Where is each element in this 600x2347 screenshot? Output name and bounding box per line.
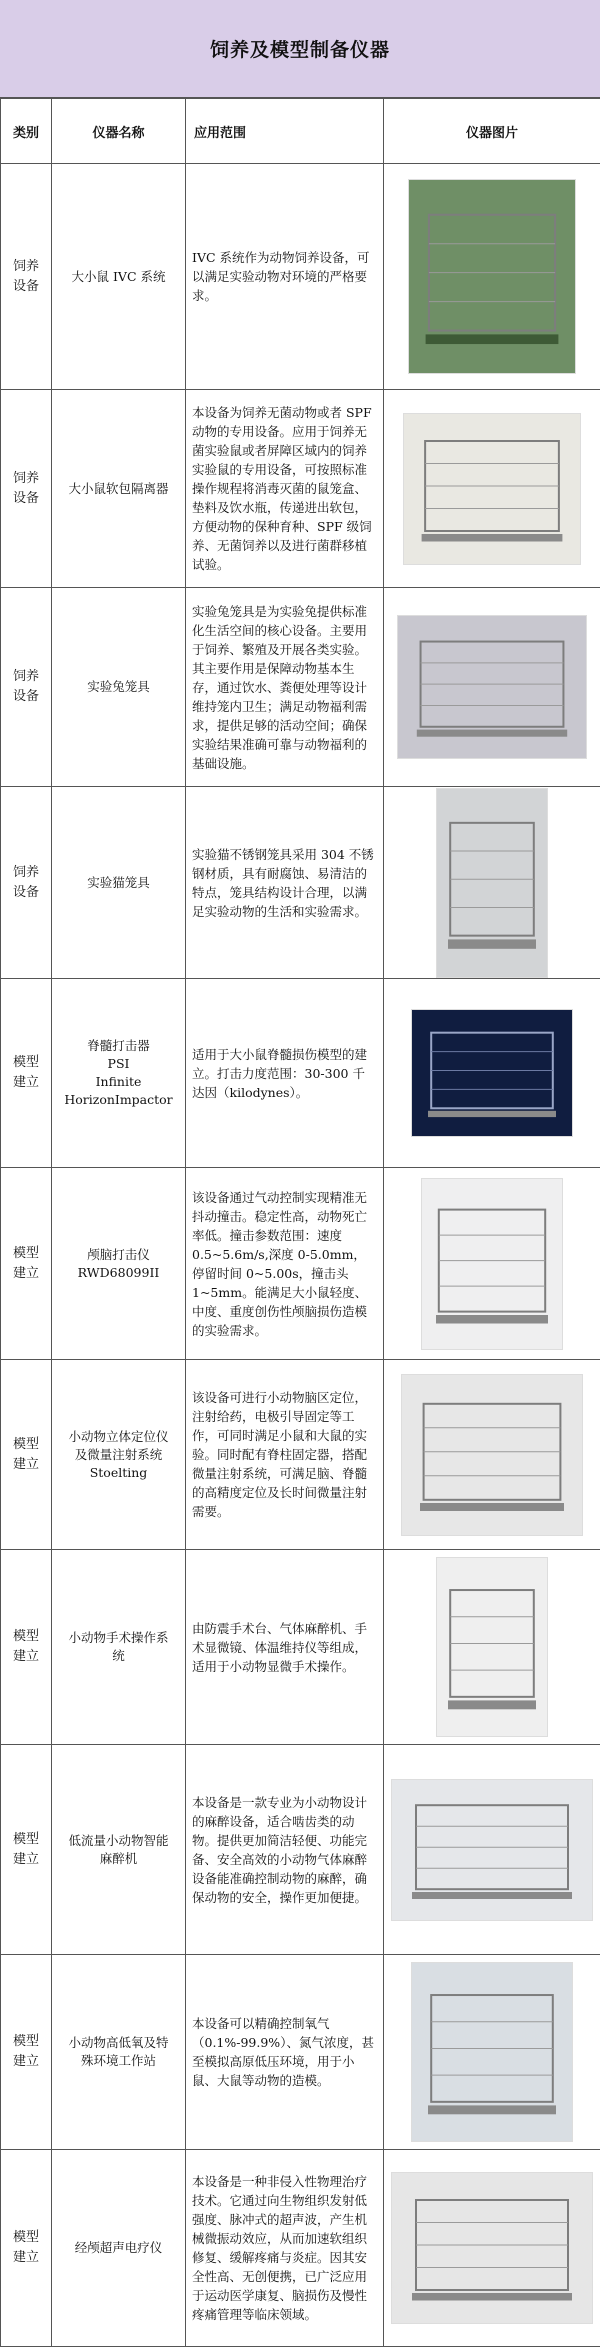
table-row xyxy=(1,390,600,588)
application-text: IVC 系统作为动物饲养设备，可以满足实验动物对环境的严格要求。 xyxy=(192,248,377,305)
table-row xyxy=(1,1745,600,1955)
instrument-name-text: 统 xyxy=(58,1647,179,1665)
category-text: 模型 xyxy=(1,1627,51,1647)
table-row xyxy=(1,787,600,979)
instrument-image-cell xyxy=(384,164,600,390)
instrument-name-cell xyxy=(52,164,186,390)
instrument-photo xyxy=(397,615,587,759)
category-text: 建立 xyxy=(1,1647,51,1667)
category-text: 建立 xyxy=(1,1264,51,1284)
instrument-name-cell xyxy=(52,1550,186,1745)
instrument-photo xyxy=(403,413,581,565)
application-text: 该设备通过气动控制实现精准无抖动撞击。稳定性高，动物死亡率低。撞击参数范围：速度 0.5~5.6m/s,深度 0-5.0mm，停留时间 0~5.00s，撞击头 1~5mm。能满足大小鼠轻度、中度、重度创伤性颅脑损伤造模的实验需求。 xyxy=(192,1188,377,1340)
instrument-photo xyxy=(408,179,576,374)
instrument-name-text: RWD68099II xyxy=(58,1264,179,1282)
instrument-name-text: Stoelting xyxy=(58,1464,179,1482)
column-header-image: 仪器图片 xyxy=(384,99,600,164)
category-text: 饲养 xyxy=(1,863,51,883)
category-text: 模型 xyxy=(1,1053,51,1073)
category-cell xyxy=(1,390,52,588)
application-cell xyxy=(186,390,384,588)
application-cell xyxy=(186,979,384,1168)
instrument-photo xyxy=(436,1557,548,1737)
instrument-table xyxy=(0,98,600,2347)
instrument-name-cell xyxy=(52,787,186,979)
table-row xyxy=(1,1955,600,2150)
application-cell xyxy=(186,1745,384,1955)
table-row xyxy=(1,1360,600,1550)
category-text: 设备 xyxy=(1,489,51,509)
application-cell xyxy=(186,164,384,390)
application-cell xyxy=(186,787,384,979)
instrument-photo xyxy=(401,1374,583,1536)
application-cell xyxy=(186,2150,384,2347)
category-text: 模型 xyxy=(1,1435,51,1455)
instrument-name-text: 及微量注射系统 xyxy=(58,1446,179,1464)
category-text: 饲养 xyxy=(1,667,51,687)
category-text: 建立 xyxy=(1,2248,51,2268)
instrument-photo xyxy=(411,1009,573,1137)
category-text: 建立 xyxy=(1,1455,51,1475)
instrument-photo xyxy=(436,788,548,978)
instrument-name-text: 颅脑打击仪 xyxy=(58,1246,179,1264)
instrument-photo xyxy=(421,1178,563,1350)
instrument-name-text: 脊髓打击器 xyxy=(58,1037,179,1055)
table-row xyxy=(1,2150,600,2347)
column-header-category: 类别 xyxy=(1,99,52,164)
category-text: 饲养 xyxy=(1,469,51,489)
application-text: 本设备是一款专业为小动物设计的麻醉设备，适合啮齿类的动物。提供更加简洁轻便、功能完备、安全高效的小动物气体麻醉设备能准确控制动物的麻醉，确保动物的安全，操作更加便捷。 xyxy=(192,1793,377,1907)
instrument-name-cell xyxy=(52,1168,186,1360)
application-text: 适用于大小鼠脊髓损伤模型的建立。打击力度范围：30-300 千达因（kilodynes）。 xyxy=(192,1045,377,1102)
application-cell xyxy=(186,588,384,787)
instrument-name-text: 低流量小动物智能 xyxy=(58,1832,179,1850)
instrument-name-cell xyxy=(52,1360,186,1550)
instrument-name-text: 小动物立体定位仪 xyxy=(58,1428,179,1446)
category-text: 设备 xyxy=(1,883,51,903)
table-row xyxy=(1,1168,600,1360)
category-cell xyxy=(1,979,52,1168)
category-text: 模型 xyxy=(1,2228,51,2248)
instrument-name-cell xyxy=(52,979,186,1168)
category-text: 模型 xyxy=(1,2032,51,2052)
instrument-image-cell xyxy=(384,588,600,787)
application-text: 本设备是一种非侵入性物理治疗技术。它通过向生物组织发射低强度、脉冲式的超声波，产生机械微振动效应，从而加速软组织修复、缓解疼痛与炎症。因其安全性高、无创便携，已广泛应用于运动医学康复、脑损伤及慢性疼痛管理等临床领域。 xyxy=(192,2172,377,2324)
category-text: 模型 xyxy=(1,1830,51,1850)
table-header-row xyxy=(1,99,600,164)
category-cell xyxy=(1,588,52,787)
application-text: 实验猫不锈钢笼具采用 304 不锈钢材质，具有耐腐蚀、易清洁的特点，笼具结构设计合理，以满足实验动物的生活和实验需求。 xyxy=(192,845,377,921)
category-cell xyxy=(1,1550,52,1745)
instrument-name-text: PSI xyxy=(58,1055,179,1073)
application-cell xyxy=(186,1550,384,1745)
category-text: 设备 xyxy=(1,277,51,297)
instrument-photo xyxy=(411,1962,573,2142)
instrument-name-text: 实验兔笼具 xyxy=(58,678,179,696)
table-row xyxy=(1,979,600,1168)
instrument-image-cell xyxy=(384,787,600,979)
instrument-name-text: 经颅超声电疗仪 xyxy=(58,2239,179,2257)
page-title: 饲养及模型制备仪器 xyxy=(0,0,600,98)
instrument-image-cell xyxy=(384,1550,600,1745)
table-row xyxy=(1,1550,600,1745)
instrument-image-cell xyxy=(384,390,600,588)
category-text: 建立 xyxy=(1,1850,51,1870)
application-text: 该设备可进行小动物脑区定位，注射给药，电极引导固定等工作，可同时满足小鼠和大鼠的实验。同时配有脊柱固定器，搭配微量注射系统，可满足脑、脊髓的高精度定位及长时间微量注射需要。 xyxy=(192,1388,377,1521)
column-header-application: 应用范围 xyxy=(186,99,384,164)
instrument-name-text: 大小鼠 IVC 系统 xyxy=(58,268,179,286)
category-text: 建立 xyxy=(1,1073,51,1093)
instrument-photo xyxy=(391,2172,593,2324)
category-cell xyxy=(1,1360,52,1550)
instrument-image-cell xyxy=(384,1745,600,1955)
instrument-name-text: 实验猫笼具 xyxy=(58,874,179,892)
category-text: 建立 xyxy=(1,2052,51,2072)
instrument-name-text: 大小鼠软包隔离器 xyxy=(58,480,179,498)
application-text: 由防震手术台、气体麻醉机、手术显微镜、体温维持仪等组成，适用于小动物显微手术操作。 xyxy=(192,1619,377,1676)
instrument-name-cell xyxy=(52,1745,186,1955)
category-cell xyxy=(1,1168,52,1360)
instrument-name-text: Infinite xyxy=(58,1073,179,1091)
instrument-image-cell xyxy=(384,1360,600,1550)
table-row xyxy=(1,588,600,787)
application-cell xyxy=(186,1168,384,1360)
application-text: 本设备为饲养无菌动物或者 SPF 动物的专用设备。应用于饲养无菌实验鼠或者屏障区域内的饲养实验鼠的专用设备，可按照标准操作规程将消毒灭菌的鼠笼盒、垫料及饮水瓶，传递进出软包，方便动物的保种育种、SPF 级饲养、无菌饲养以及进行菌群移植试验。 xyxy=(192,403,377,574)
instrument-photo xyxy=(391,1779,593,1921)
category-cell xyxy=(1,1745,52,1955)
column-header-name: 仪器名称 xyxy=(52,99,186,164)
application-text: 实验兔笼具是为实验兔提供标准化生活空间的核心设备。主要用于饲养、繁殖及开展各类实验。其主要作用是保障动物基本生存，通过饮水、粪便处理等设计维持笼内卫生；满足动物福利需求，提供足够的活动空间；确保实验结果准确可靠与动物福利的基础设施。 xyxy=(192,602,377,773)
instrument-name-text: HorizonImpactor xyxy=(58,1091,179,1109)
category-text: 饲养 xyxy=(1,257,51,277)
instrument-image-cell xyxy=(384,1955,600,2150)
table-row xyxy=(1,164,600,390)
category-cell xyxy=(1,1955,52,2150)
instrument-name-text: 麻醉机 xyxy=(58,1850,179,1868)
instrument-image-cell xyxy=(384,979,600,1168)
category-text: 设备 xyxy=(1,687,51,707)
application-text: 本设备可以精确控制氧气（0.1%-99.9%）、氮气浓度，甚至模拟高原低压环境，用于小鼠、大鼠等动物的造模。 xyxy=(192,2014,377,2090)
instrument-name-cell xyxy=(52,588,186,787)
instrument-name-cell xyxy=(52,390,186,588)
category-cell xyxy=(1,164,52,390)
category-cell xyxy=(1,787,52,979)
instrument-name-text: 小动物手术操作系 xyxy=(58,1629,179,1647)
instrument-image-cell xyxy=(384,1168,600,1360)
application-cell xyxy=(186,1955,384,2150)
instrument-image-cell xyxy=(384,2150,600,2347)
category-cell xyxy=(1,2150,52,2347)
instrument-name-text: 殊环境工作站 xyxy=(58,2052,179,2070)
instrument-name-text: 小动物高低氧及特 xyxy=(58,2034,179,2052)
category-text: 模型 xyxy=(1,1244,51,1264)
application-cell xyxy=(186,1360,384,1550)
instrument-name-cell xyxy=(52,1955,186,2150)
instrument-name-cell xyxy=(52,2150,186,2347)
